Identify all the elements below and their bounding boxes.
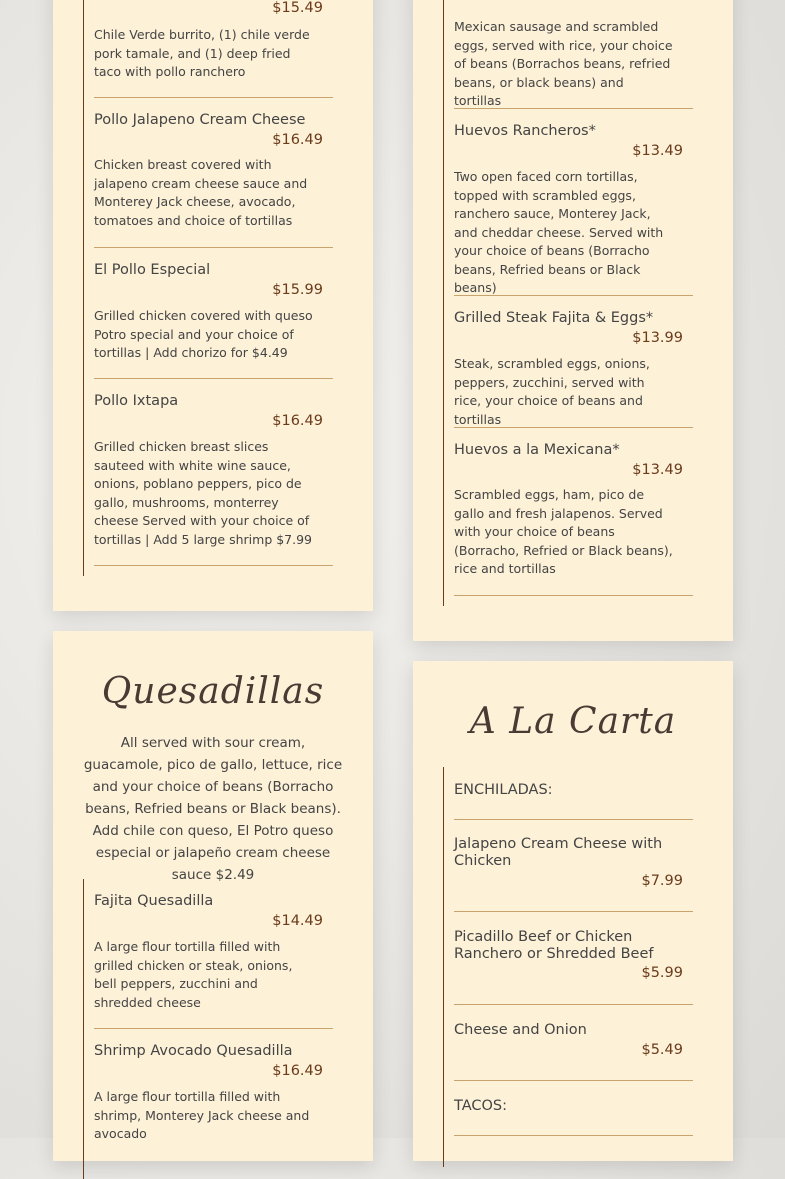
item-price: $13.49 <box>632 462 683 478</box>
item-name: Picadillo Beef or Chicken Ranchero or Shredded Beef <box>454 929 654 962</box>
item-name: Pollo Jalapeno Cream Cheese <box>94 112 306 128</box>
item-name: Cheese and Onion <box>454 1022 587 1038</box>
item-divider <box>454 911 693 912</box>
item-description: Grilled chicken covered with queso Potro special and your choice of tortillas | Add chorizo for $4.49 <box>94 308 313 360</box>
item-divider <box>94 565 333 566</box>
menu-item <box>454 442 693 576</box>
menu-item <box>94 893 333 1010</box>
menu-item <box>454 1098 693 1115</box>
item-divider <box>94 97 333 98</box>
menu-item <box>94 262 333 360</box>
item-price: $5.99 <box>641 965 683 981</box>
item-price: $13.99 <box>632 330 683 346</box>
section-title: Quesadillas <box>101 671 325 712</box>
item-price: $15.99 <box>272 282 323 298</box>
quesadillas-card <box>53 631 373 1161</box>
alacarta-items <box>443 767 704 1167</box>
item-divider <box>454 427 693 428</box>
section-title: A La Carta <box>469 701 677 742</box>
burritos-card <box>53 0 373 611</box>
item-name: TACOS: <box>454 1098 508 1114</box>
eggs-items <box>443 0 704 606</box>
item-price <box>632 0 683 1</box>
menu-item <box>94 112 333 228</box>
menu-item <box>94 393 333 547</box>
item-name: El Pollo Especial <box>94 262 211 278</box>
item-price: $16.49 <box>272 132 323 148</box>
menu-item <box>454 782 693 799</box>
menu-item <box>454 310 693 427</box>
item-name: Pollo Ixtapa <box>94 393 179 409</box>
item-description: A large flour tortilla filled with grilled chicken or steak, onions, bell peppers, zucchini and shredded cheese <box>94 939 293 1010</box>
item-name: Grilled Steak Fajita & Eggs* <box>454 310 654 326</box>
item-divider <box>454 108 693 109</box>
item-divider <box>454 1080 693 1081</box>
item-price: $15.49 <box>272 0 323 16</box>
section-intro: All served with sour cream, guacamole, pico de gallo, lettuce, rice and your choice of beans (Borracho beans, Refried beans or Black beans). Add chile con queso, El Potro queso especial or jalapeño cream cheese sauce $2.49 <box>83 735 343 883</box>
item-description: A large flour tortilla filled with shrimp, Monterey Jack cheese and avocado <box>94 1089 310 1141</box>
item-description: Steak, scrambled eggs, onions, peppers, zucchini, served with rice, your choice of beans and tortillas <box>454 356 650 427</box>
menu-item <box>94 1043 333 1141</box>
item-name: Jalapeno Cream Cheese with Chicken <box>454 836 663 869</box>
item-divider <box>454 295 693 296</box>
item-name: ENCHILADAS: <box>454 782 553 798</box>
item-divider <box>454 819 693 820</box>
alacarta-card <box>413 661 733 1161</box>
item-name: Huevos Rancheros* <box>454 123 596 139</box>
item-divider <box>94 247 333 248</box>
item-price: $5.49 <box>641 1042 683 1058</box>
item-description: Mexican sausage and scrambled eggs, served with rice, your choice of beans (Borrachos beans, refried beans, or black beans) and tortillas <box>454 19 673 108</box>
item-description: Two open faced corn tortillas, topped with scrambled eggs, ranchero sauce, Monterey Jack, and cheddar cheese. Served with your choice of beans (Borracho beans, Refried beans or Black beans) <box>454 169 664 295</box>
item-price: $16.49 <box>272 1063 323 1079</box>
item-price: $7.99 <box>641 873 683 889</box>
item-name: Huevos a la Mexicana* <box>454 442 620 458</box>
item-divider <box>454 1135 693 1136</box>
item-price: $13.49 <box>632 143 683 159</box>
menu-item <box>454 1022 693 1058</box>
item-description: Scrambled eggs, ham, pico de gallo and fresh jalapenos. Served with your choice of beans (Borracho, Refried or Black beans), rice and tortillas <box>454 487 673 576</box>
item-description: Chile Verde burrito, (1) chile verde pork tamale, and (1) deep fried taco with pollo ranchero <box>94 27 310 79</box>
menu-item <box>454 836 693 889</box>
eggs-card <box>413 0 733 641</box>
item-divider <box>94 1028 333 1029</box>
menu-item <box>454 123 693 295</box>
item-description: Chicken breast covered with jalapeno cream cheese sauce and Monterey Jack cheese, avocado, tomatoes and choice of tortillas <box>94 157 308 228</box>
item-name: Fajita Quesadilla <box>94 893 214 909</box>
item-name: Shrimp Avocado Quesadilla <box>94 1043 293 1059</box>
item-price: $16.49 <box>272 413 323 429</box>
item-price: $14.49 <box>272 913 323 929</box>
item-description: Grilled chicken breast slices sauteed with white wine sauce, onions, poblano peppers, pico de gallo, mushrooms, monterrey cheese Served with your choice of tortillas | Add 5 large shrimp $7.99 <box>94 439 313 547</box>
item-divider <box>454 595 693 596</box>
item-divider <box>94 378 333 379</box>
burritos-items <box>83 0 344 576</box>
menu-item <box>454 929 693 981</box>
quesadillas-items <box>83 879 344 1179</box>
item-divider <box>454 1004 693 1005</box>
